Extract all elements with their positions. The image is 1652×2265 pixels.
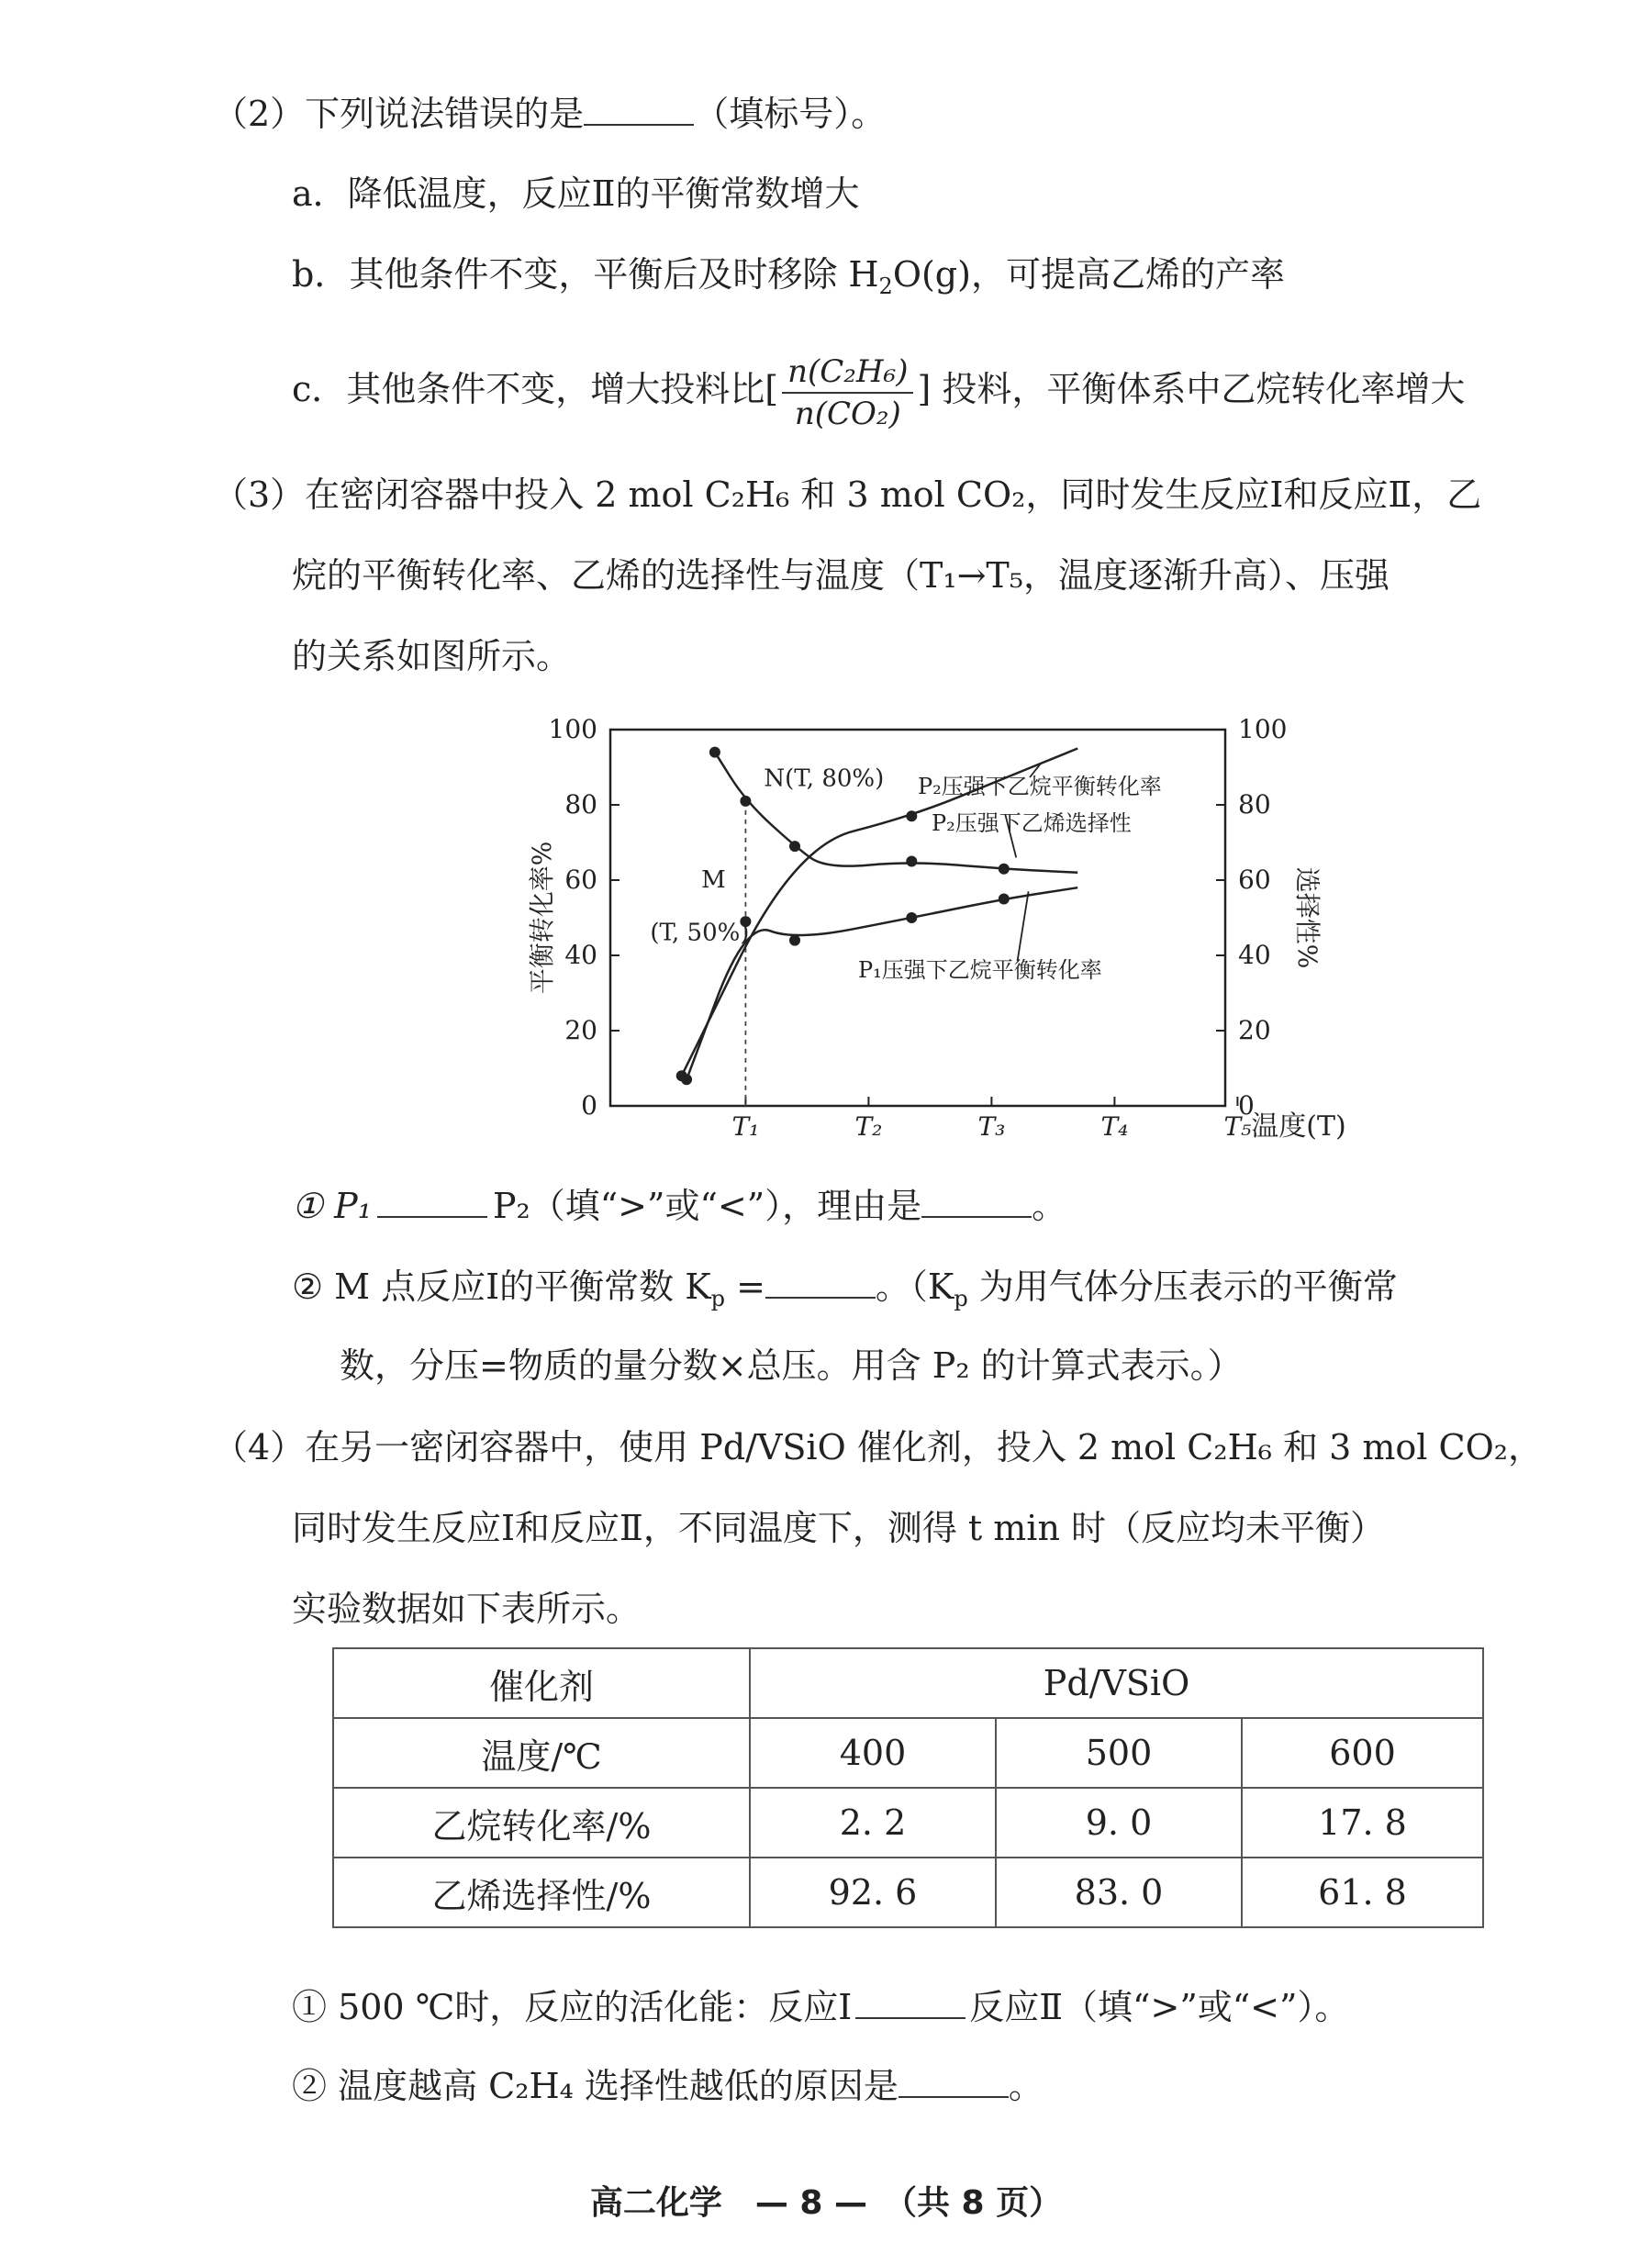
table-cell: Pd/VSiO: [750, 1648, 1483, 1718]
q4-sub2-pre: ② 温度越高 C₂H₄ 选择性越低的原因是: [292, 2066, 899, 2106]
q2-stem: [213, 89, 886, 137]
table-row: [333, 1648, 1483, 1718]
q3-sub2-end: 为用气体分压表示的平衡常: [967, 1266, 1398, 1307]
q3-sub1-pre: ① P₁: [292, 1186, 372, 1226]
q3-line3: 的关系如图所示。: [292, 636, 572, 676]
table-cell: 17. 8: [1242, 1788, 1483, 1858]
x-tick-label: T₄: [1100, 1111, 1129, 1142]
table-row: [333, 1718, 1483, 1788]
table-cell: 催化剂: [333, 1648, 750, 1718]
y-tick-label-right: 60: [1238, 865, 1271, 895]
data-point: [999, 864, 1010, 875]
table-cell: 400: [750, 1718, 996, 1788]
feed-ratio-fraction: [782, 351, 913, 434]
y-tick-label-left: 20: [564, 1015, 597, 1045]
fraction-denominator: n(CO₂): [794, 395, 901, 432]
data-point: [789, 935, 800, 946]
q3-sub2-post: 。（K: [875, 1266, 954, 1307]
q3-sub1-mid: P₂（填“>”或“<”），理由是: [492, 1186, 922, 1226]
data-point: [906, 912, 917, 923]
table-cell: 乙烯选择性/%: [333, 1858, 750, 1927]
q4-line2: 同时发生反应Ⅰ和反应Ⅱ，不同温度下，测得 t min 时（反应均未平衡）: [292, 1508, 1386, 1548]
data-point: [999, 894, 1010, 905]
q4-line1: （4）在另一密闭容器中，使用 Pd/VSiO 催化剂，投入 2 mol C₂H₆ 和 3 mol CO₂，: [213, 1427, 1543, 1467]
q4-sub2: [292, 2061, 1044, 2109]
table-cell: 600: [1242, 1718, 1483, 1788]
data-point: [709, 747, 720, 758]
y-tick-label-left: 0: [581, 1090, 597, 1121]
q2-stem-tail: （填标号）。: [694, 94, 887, 134]
table-cell: 83. 0: [996, 1858, 1242, 1927]
data-point: [906, 810, 917, 821]
y-tick-label-left: 40: [564, 940, 597, 970]
q3-sub1-blank[interactable]: [377, 1181, 487, 1218]
x-axis-label: 温度(T): [1251, 1110, 1346, 1143]
q3-sub2-blank[interactable]: [765, 1262, 876, 1299]
x-tick-label: T₅: [1223, 1111, 1252, 1142]
q2-answer-blank[interactable]: [584, 89, 694, 126]
fraction-numerator: n(C₂H₆): [782, 351, 913, 394]
q4-sub2-end: 。: [1008, 2066, 1044, 2106]
page-footer: 高二化学 — 8 — （共 8 页）: [589, 2184, 1063, 2222]
q4-sub1-pre: ① 500 ℃时，反应的活化能：反应Ⅰ: [292, 1987, 853, 2027]
q4-sub1: [292, 1982, 1349, 2030]
q2-option-b-sub: 2: [878, 273, 893, 299]
q4-line3: 实验数据如下表所示。: [292, 1589, 642, 1629]
q4-sub1-blank[interactable]: [855, 1982, 966, 2019]
q2-stem-text: （2）下列说法错误的是: [213, 94, 585, 134]
q3-sub2-line2: 数，分压=物质的量分数×总压。用含 P₂ 的计算式表示。）: [340, 1345, 1243, 1386]
table-cell: 乙烷转化率/%: [333, 1788, 750, 1858]
point-n-label: N(T, 80%): [764, 764, 885, 793]
q3-sub2-mid: =: [725, 1266, 765, 1307]
q3-sub2: [292, 1262, 1398, 1322]
x-tick-label: T₁: [731, 1111, 760, 1142]
y-tick-label-right: 0: [1238, 1090, 1255, 1121]
table-cell: 9. 0: [996, 1788, 1242, 1858]
q3-sub1: [292, 1181, 1066, 1229]
series-label: P₂压强下乙烯选择性: [932, 810, 1132, 836]
series-label: P₁压强下乙烷平衡转化率: [858, 957, 1102, 983]
q3-sub2-sub2: p: [954, 1286, 968, 1311]
y-tick-label-left: 80: [564, 789, 597, 820]
x-tick-label: T₂: [854, 1111, 883, 1142]
table-cell: 61. 8: [1242, 1858, 1483, 1927]
q3-sub2-pre: ② M 点反应Ⅰ的平衡常数 K: [292, 1266, 711, 1307]
x-tick-label: T₃: [977, 1111, 1006, 1142]
series-label: P₂压强下乙烷平衡转化率: [918, 774, 1162, 799]
point-m-value: (T, 50%): [650, 919, 750, 947]
y-axis-label-right: 选择性%: [1292, 866, 1323, 969]
point-m-label: M: [701, 866, 726, 895]
q3-line1: （3）在密闭容器中投入 2 mol C₂H₆ 和 3 mol CO₂，同时发生反应Ⅰ和反应Ⅱ，乙: [213, 474, 1482, 515]
y-tick-label-right: 100: [1238, 714, 1288, 744]
q3-line2: 烷的平衡转化率、乙烯的选择性与温度（T₁→T₅，温度逐渐升高）、压强: [292, 555, 1390, 596]
q3-sub2-sub: p: [710, 1286, 725, 1311]
data-table: [332, 1647, 1484, 1928]
q2-option-c-pre: c．其他条件不变，增大投料比[: [292, 369, 779, 409]
q3-sub1-end: 。: [1032, 1186, 1067, 1226]
data-point: [740, 796, 751, 807]
q2-option-c-post: ] 投料，平衡体系中乙烷转化率增大: [917, 369, 1466, 409]
q2-option-b: [292, 251, 1285, 309]
table-cell: 2. 2: [750, 1788, 996, 1858]
y-axis-label-left: 平衡转化率%: [527, 841, 557, 995]
y-tick-label-right: 20: [1238, 1015, 1271, 1045]
equilibrium-chart: [514, 711, 1346, 1147]
data-point: [789, 841, 800, 852]
y-tick-label-left: 100: [548, 714, 597, 744]
chart-svg: [514, 711, 1346, 1147]
table-row: [333, 1788, 1483, 1858]
q2-option-b-pre: b．其他条件不变，平衡后及时移除 H: [292, 254, 879, 295]
q2-option-b-post: O(g)，可提高乙烯的产率: [892, 254, 1285, 295]
y-tick-label-left: 60: [564, 865, 597, 895]
data-point: [906, 856, 917, 867]
q2-option-c: [292, 343, 1465, 435]
q3-sub1-reason-blank[interactable]: [921, 1181, 1032, 1218]
q4-sub2-blank[interactable]: [899, 2061, 1009, 2098]
table-cell: 92. 6: [750, 1858, 996, 1927]
table-cell: 温度/℃: [333, 1718, 750, 1788]
series-leader-line: [1018, 891, 1029, 961]
y-tick-label-right: 80: [1238, 789, 1271, 820]
data-point: [681, 1074, 692, 1085]
table-row: [333, 1858, 1483, 1927]
y-tick-label-right: 40: [1238, 940, 1271, 970]
table-cell: 500: [996, 1718, 1242, 1788]
q2-option-a: a．降低温度，反应Ⅱ的平衡常数增大: [292, 173, 860, 214]
q4-sub1-post: 反应Ⅱ（填“>”或“<”）。: [969, 1987, 1350, 2027]
